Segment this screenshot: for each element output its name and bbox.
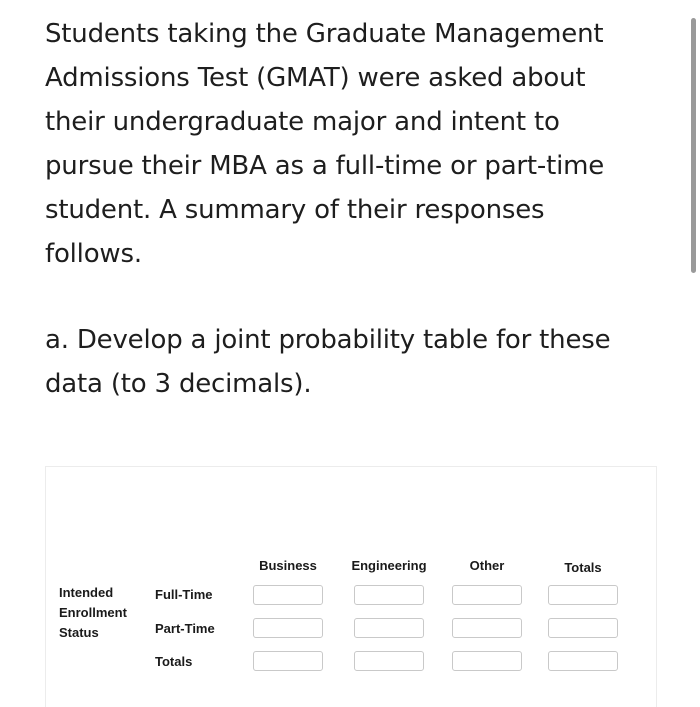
cell-full-time-totals[interactable] <box>548 585 618 605</box>
row-group-label-line: Enrollment <box>59 605 127 620</box>
row-label-totals: Totals <box>155 654 193 669</box>
scrollbar-thumb[interactable] <box>691 18 696 273</box>
intro-line: their undergraduate major and intent to <box>45 107 560 137</box>
cell-full-time-business[interactable] <box>253 585 323 605</box>
row-group-label <box>59 583 127 643</box>
cell-totals-other[interactable] <box>452 651 522 671</box>
question-a <box>45 318 660 406</box>
intro-line: student. A summary of their responses <box>45 195 545 225</box>
intro-line: Students taking the Graduate Management <box>45 19 604 49</box>
cell-full-time-engineering[interactable] <box>354 585 424 605</box>
row-label-part-time: Part-Time <box>155 621 215 636</box>
column-header-business: Business <box>259 558 317 573</box>
row-group-label-line: Status <box>59 625 99 640</box>
column-header-other: Other <box>469 558 505 573</box>
cell-part-time-engineering[interactable] <box>354 618 424 638</box>
question-line: data (to 3 decimals). <box>45 369 312 399</box>
column-header-engineering: Engineering <box>351 558 427 573</box>
intro-line: follows. <box>45 239 142 269</box>
cell-totals-engineering[interactable] <box>354 651 424 671</box>
intro-line: Admissions Test (GMAT) were asked about <box>45 63 586 93</box>
intro-line: pursue their MBA as a full-time or part-time <box>45 151 605 181</box>
cell-totals-business[interactable] <box>253 651 323 671</box>
cell-part-time-totals[interactable] <box>548 618 618 638</box>
question-line: a. Develop a joint probability table for these <box>45 325 611 355</box>
column-header-totals: Totals <box>564 560 602 575</box>
cell-part-time-business[interactable] <box>253 618 323 638</box>
cell-full-time-other[interactable] <box>452 585 522 605</box>
row-label-full-time: Full-Time <box>155 587 213 602</box>
cell-totals-totals[interactable] <box>548 651 618 671</box>
row-group-label-line: Intended <box>59 585 114 600</box>
problem-intro <box>45 12 660 276</box>
cell-part-time-other[interactable] <box>452 618 522 638</box>
